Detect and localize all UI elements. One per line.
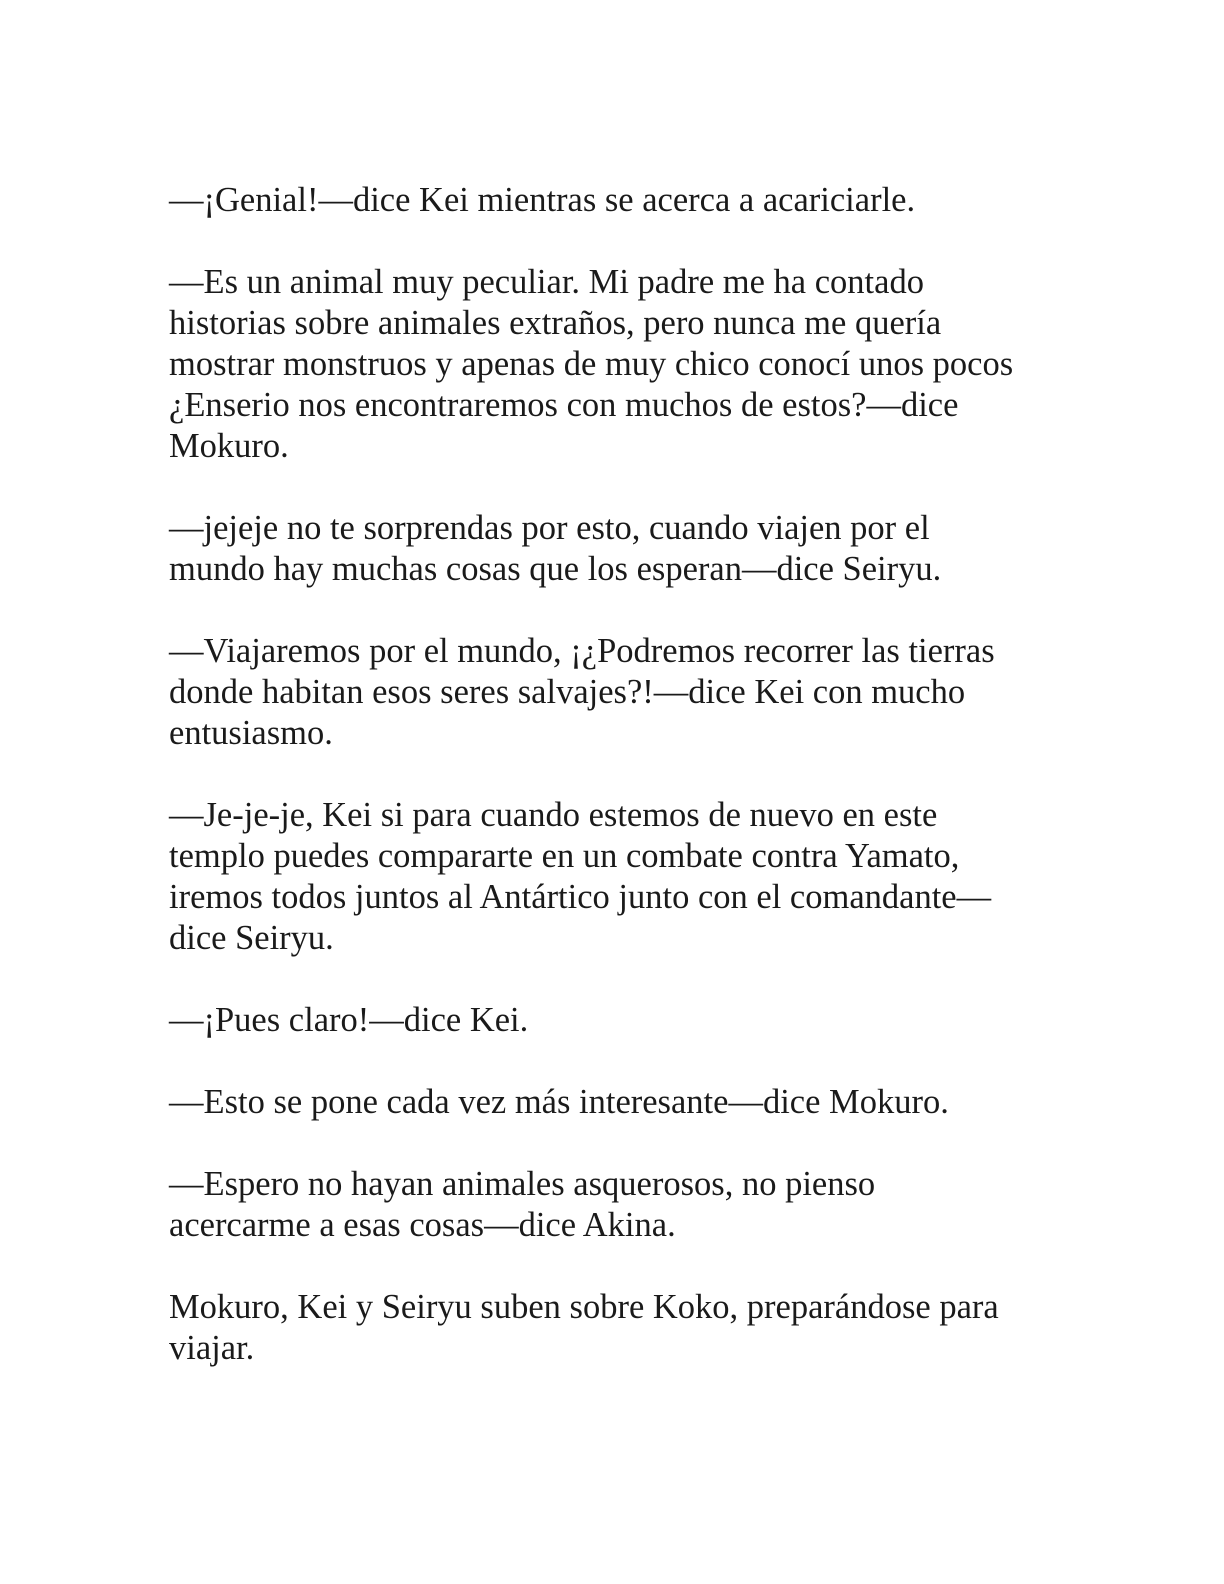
paragraph (169, 1082, 1069, 1123)
text-line: —Je-je-je, Kei si para cuando estemos de nuevo en este (169, 796, 938, 834)
text-line: entusiasmo. (169, 714, 333, 752)
paragraph (169, 1000, 1069, 1041)
text-line: dice Seiryu. (169, 919, 334, 957)
text-line: templo puedes compararte en un combate contra Yamato, (169, 837, 960, 875)
text-line: —Espero no hayan animales asquerosos, no pienso (169, 1165, 876, 1203)
text-line: mundo hay muchas cosas que los esperan—dice Seiryu. (169, 550, 942, 588)
paragraph (169, 262, 1069, 467)
text-line: donde habitan esos seres salvajes?!—dice Kei con mucho (169, 673, 966, 711)
paragraph (169, 180, 1069, 221)
text-line: —¡Genial!—dice Kei mientras se acerca a acariciarle. (169, 181, 916, 219)
paragraph (169, 795, 1069, 959)
text-line: —Esto se pone cada vez más interesante—dice Mokuro. (169, 1083, 949, 1121)
paragraph (169, 508, 1069, 590)
paragraph (169, 631, 1069, 754)
paragraph (169, 1164, 1069, 1246)
text-line: iremos todos juntos al Antártico junto con el comandante— (169, 878, 992, 916)
text-line: Mokuro, Kei y Seiryu suben sobre Koko, preparándose para (169, 1288, 999, 1326)
text-line: —Viajaremos por el mundo, ¡¿Podremos recorrer las tierras (169, 632, 995, 670)
text-line: ¿Enserio nos encontraremos con muchos de estos?—dice (169, 386, 959, 424)
text-line: historias sobre animales extraños, pero nunca me quería (169, 304, 942, 342)
text-line: —¡Pues claro!—dice Kei. (169, 1001, 529, 1039)
text-line: acercarme a esas cosas—dice Akina. (169, 1206, 676, 1244)
text-line: mostrar monstruos y apenas de muy chico conocí unos pocos (169, 345, 1014, 383)
text-line: —jejeje no te sorprendas por esto, cuando viajen por el (169, 509, 930, 547)
text-line: —Es un animal muy peculiar. Mi padre me ha contado (169, 263, 924, 301)
text-line: Mokuro. (169, 427, 289, 465)
text-line: viajar. (169, 1329, 255, 1367)
body-text (169, 180, 1069, 1410)
paragraph (169, 1287, 1069, 1369)
